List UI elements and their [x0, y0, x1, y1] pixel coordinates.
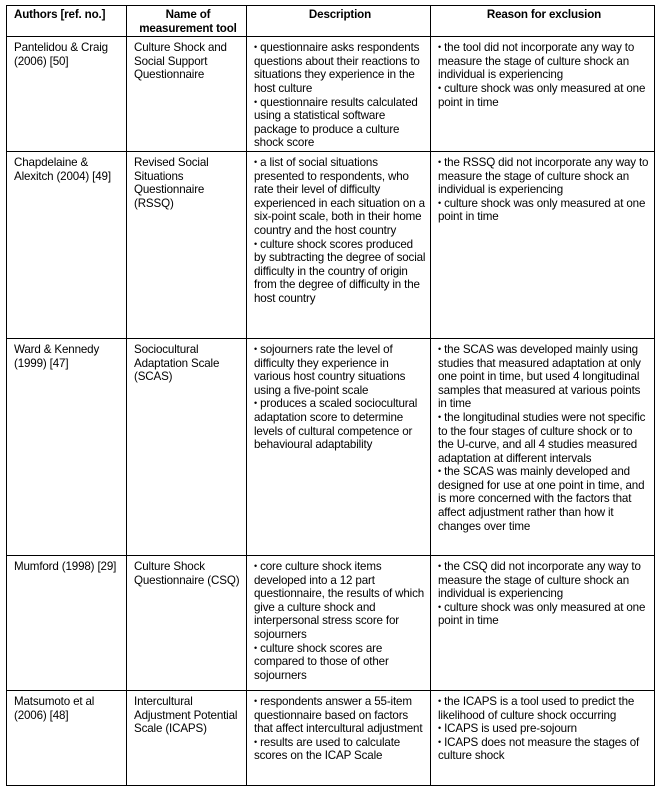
cell-tool: Intercultural Adjustment Potential Scale (ICAPS) — [127, 690, 247, 785]
bullet-icon: • — [438, 736, 442, 747]
cell-reason — [431, 37, 655, 152]
description-bullet — [254, 397, 426, 451]
bullet-text: the ICAPS is a tool used to predict the likelihood of culture shock occurring — [438, 694, 635, 722]
bullet-text: the SCAS was developed mainly using studies that measured adaptation at only one point in time, but used 4 longitudinal samples that measured at various points in time — [438, 342, 641, 411]
bullet-text: ICAPS does not measure the stages of culture shock — [438, 735, 640, 763]
bullet-icon: • — [254, 642, 258, 653]
cell-reason — [431, 151, 655, 338]
bullet-text: questionnaire asks respondents questions about their reactions to situations they experience in the host culture — [254, 41, 420, 95]
description-bullet — [254, 560, 426, 642]
bullet-text: the tool did not incorporate any way to measure the stage of culture shock an individual is experiencing — [438, 41, 635, 82]
reason-bullet — [438, 601, 650, 628]
bullet-icon: • — [438, 695, 442, 706]
bullet-text: the RSSQ did not incorporate any way to measure the stage of culture shock an individual is experiencing — [438, 155, 649, 197]
cell-description — [247, 338, 431, 555]
bullet-text: the CSQ did not incorporate any way to measure the stage of culture shock an individual is experiencing — [438, 559, 641, 601]
bullet-icon: • — [254, 42, 258, 53]
bullet-text: culture shock was only measured at one point in time — [438, 196, 646, 224]
cell-reason — [431, 555, 655, 690]
reason-bullet — [438, 695, 650, 722]
bullet-icon: • — [438, 343, 442, 354]
bullet-icon: • — [254, 238, 258, 249]
bullet-icon: • — [438, 466, 442, 477]
description-bullet — [254, 642, 426, 683]
cell-reason — [431, 690, 655, 785]
cell-description — [247, 37, 431, 152]
description-bullet — [254, 96, 426, 150]
bullet-icon: • — [438, 156, 442, 167]
reason-bullet — [438, 722, 650, 736]
bullet-text: culture shock scores produced by subtracting the degree of social difficulty in the country of origin from the degree of difficulty in the host country — [254, 237, 426, 305]
header-reason: Reason for exclusion — [431, 6, 655, 37]
bullet-icon: • — [254, 398, 258, 409]
cell-authors: Matsumoto et al (2006) [48] — [7, 690, 127, 785]
bullet-text: results are used to calculate scores on the ICAP Scale — [254, 735, 401, 763]
cell-reason — [431, 338, 655, 555]
reason-bullet — [438, 156, 650, 197]
table-row — [7, 37, 655, 152]
header-authors: Authors [ref. no.] — [7, 6, 127, 37]
bullet-icon: • — [438, 723, 442, 734]
cell-description — [247, 151, 431, 338]
bullet-text: ICAPS is used pre-sojourn — [444, 722, 577, 736]
bullet-icon: • — [254, 695, 258, 706]
bullet-icon: • — [438, 42, 442, 53]
bullet-icon: • — [438, 560, 442, 571]
table-row — [7, 338, 655, 555]
cell-authors: Mumford (1998) [29] — [7, 555, 127, 690]
bullet-text: questionnaire results calculated using a statistical software package to produce a culture shock score — [254, 95, 418, 150]
cell-authors: Chapdelaine & Alexitch (2004) [49] — [7, 151, 127, 338]
bullet-icon: • — [254, 560, 258, 571]
bullet-icon: • — [438, 411, 442, 422]
table-row — [7, 555, 655, 690]
bullet-text: core culture shock items developed into a 12 part questionnaire, the results of which give a culture shock and interpersonal stress score for sojourners — [254, 559, 425, 641]
bullet-icon: • — [254, 343, 258, 354]
reason-bullet — [438, 560, 650, 601]
header-tool: Name of measurement tool — [127, 6, 247, 37]
reason-bullet — [438, 465, 650, 533]
cell-tool: Revised Social Situations Questionnaire (RSSQ) — [127, 151, 247, 338]
bullet-text: the SCAS was mainly developed and designed for use at one point in time, and is more concerned with the factors that affect adjustment rather than how it changes over time — [438, 465, 645, 533]
bullet-icon: • — [254, 96, 258, 107]
header-description: Description — [247, 6, 431, 37]
table-row — [7, 151, 655, 338]
reason-bullet — [438, 41, 650, 82]
bullet-text: produces a scaled sociocultural adaptation score to determine levels of cultural competence or behavioural adaptability — [254, 397, 418, 452]
reason-bullet — [438, 736, 650, 763]
cell-tool: Sociocultural Adaptation Scale (SCAS) — [127, 338, 247, 555]
table-header — [7, 6, 655, 37]
bullet-icon: • — [254, 736, 258, 747]
bullet-text: culture shock scores are compared to those of other sojourners — [254, 641, 389, 682]
reason-bullet — [438, 411, 650, 465]
description-bullet — [254, 343, 426, 397]
reason-bullet — [438, 343, 650, 411]
description-bullet — [254, 41, 426, 95]
bullet-icon: • — [254, 156, 258, 167]
cell-tool: Culture Shock and Social Support Questionnaire — [127, 37, 247, 152]
description-bullet — [254, 238, 426, 306]
description-bullet — [254, 156, 426, 238]
bullet-text: a list of social situations presented to respondents, who rate their level of difficulty experienced in each situation on a six-point scale, both in their home country and the host country — [254, 155, 425, 237]
bullet-icon: • — [438, 601, 442, 612]
description-bullet — [254, 695, 426, 736]
table-row — [7, 690, 655, 785]
cell-tool: Culture Shock Questionnaire (CSQ) — [127, 555, 247, 690]
bullet-text: culture shock was only measured at one point in time — [438, 600, 646, 628]
reason-bullet — [438, 197, 650, 224]
table-body — [7, 37, 655, 786]
exclusion-table — [6, 5, 655, 786]
cell-authors: Ward & Kennedy (1999) [47] — [7, 338, 127, 555]
cell-authors: Pantelidou & Craig (2006) [50] — [7, 37, 127, 152]
bullet-text: culture shock was only measured at one point in time — [438, 81, 646, 109]
bullet-icon: • — [438, 197, 442, 208]
reason-bullet — [438, 82, 650, 109]
bullet-text: sojourners rate the level of difficulty they experience in various host country situations using a five-point scale — [254, 342, 406, 397]
bullet-text: the longitudinal studies were not specific to the four stages of culture shock or to the U-curve, and all 4 studies measured adaptation at different intervals — [438, 410, 646, 465]
description-bullet — [254, 736, 426, 763]
cell-description — [247, 555, 431, 690]
cell-description — [247, 690, 431, 785]
bullet-text: respondents answer a 55-item questionnaire based on factors that affect intercultural adjustment — [254, 694, 423, 736]
bullet-icon: • — [438, 82, 442, 93]
header-row — [7, 6, 655, 37]
